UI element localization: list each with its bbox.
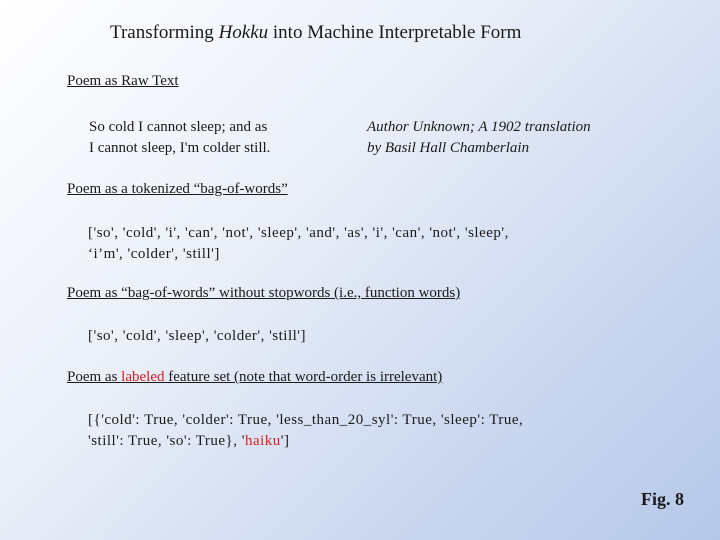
- labeled-word: labeled: [121, 369, 165, 385]
- raw-text-heading: Poem as Raw Text: [67, 73, 179, 89]
- poem-block: [89, 117, 270, 159]
- no-stopwords-heading: Poem as “bag-of-words” without stopwords (i.e., function words): [67, 285, 461, 301]
- title-text-end: into Machine Interpretable Form: [268, 22, 522, 43]
- token-line: ['so', 'cold', 'i', 'can', 'not', 'sleep', 'and', 'as', 'i', 'can', 'not', 'sleep',: [88, 225, 509, 241]
- slide-title: [110, 22, 521, 44]
- heading-text: Poem as: [67, 369, 122, 385]
- bag-of-words-list: [88, 223, 509, 265]
- poem-line: So cold I cannot sleep; and as: [89, 119, 268, 135]
- poem-credit: [367, 117, 591, 159]
- title-emphasis: Hokku: [218, 22, 269, 43]
- no-stopwords-list: [88, 326, 306, 347]
- haiku-label: haiku: [244, 433, 281, 449]
- feature-text: ']: [280, 433, 290, 449]
- feature-line: [{'cold': True, 'colder': True, 'less_than_20_syl': True, 'sleep': True,: [88, 412, 524, 428]
- token-line: ‘i’m', 'colder', 'still']: [88, 246, 220, 262]
- heading-text: feature set (note that word-order is irrelevant): [164, 369, 443, 385]
- credit-line: Author Unknown; A 1902 translation: [367, 119, 591, 135]
- feature-text: 'still': True, 'so': True}, ': [88, 433, 245, 449]
- token-line: ['so', 'cold', 'sleep', 'colder', 'still']: [88, 328, 306, 344]
- poem-line: I cannot sleep, I'm colder still.: [89, 140, 271, 156]
- feature-line: [88, 431, 523, 452]
- labeled-features-heading: [67, 369, 442, 386]
- bag-of-words-heading: Poem as a tokenized “bag-of-words”: [67, 181, 288, 197]
- feature-set: [88, 410, 523, 452]
- title-text-start: Transforming: [110, 22, 219, 43]
- credit-line: by Basil Hall Chamberlain: [367, 140, 530, 156]
- figure-label: Fig. 8: [641, 489, 684, 509]
